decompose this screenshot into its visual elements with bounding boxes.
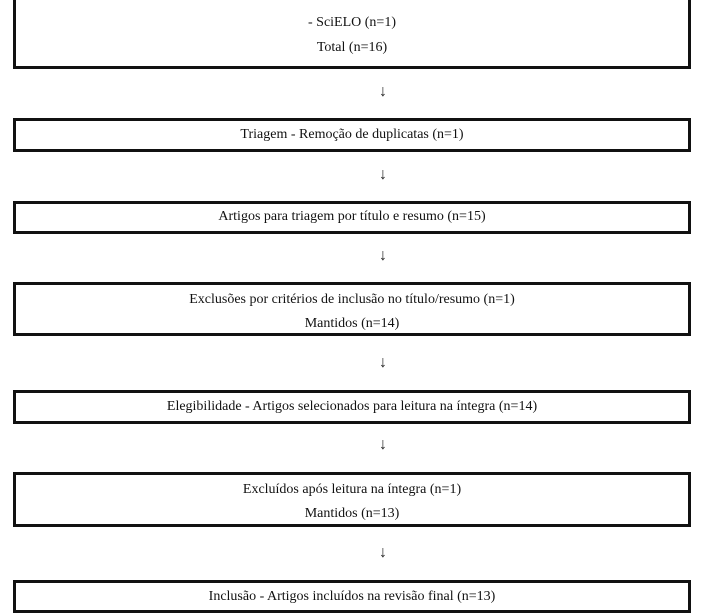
eligibility-box xyxy=(13,390,691,424)
scielo-count: - SciELO (n=1) xyxy=(308,15,396,30)
screening-box xyxy=(13,201,691,234)
identification-box xyxy=(13,0,691,69)
duplicates-removal-text: Triagem - Remoção de duplicatas (n=1) xyxy=(240,127,464,142)
down-arrow-icon: ↓ xyxy=(379,436,387,453)
down-arrow-icon: ↓ xyxy=(379,544,387,561)
full-text-exclusion-text: Excluídos após leitura na íntegra (n=1) xyxy=(242,482,462,497)
exclusion-text: Exclusões por critérios de inclusão no título/resumo (n=1) xyxy=(189,292,515,307)
down-arrow-icon: ↓ xyxy=(379,166,387,183)
down-arrow-icon: ↓ xyxy=(379,354,387,371)
kept-count: Mantidos (n=14) xyxy=(304,316,400,331)
down-arrow-icon: ↓ xyxy=(379,247,387,264)
down-arrow-icon: ↓ xyxy=(379,83,387,100)
screening-text: Artigos para triagem por título e resumo (n=15) xyxy=(218,209,486,224)
eligibility-text: Elegibilidade - Artigos selecionados para leitura na íntegra (n=14) xyxy=(166,399,538,414)
duplicates-removal-box xyxy=(13,118,691,152)
total-count: Total (n=16) xyxy=(316,40,388,55)
kept-count: Mantidos (n=13) xyxy=(304,506,400,521)
inclusion-text: Inclusão - Artigos incluídos na revisão final (n=13) xyxy=(208,589,496,604)
full-text-exclusion-box xyxy=(13,472,691,527)
title-abstract-exclusion-box xyxy=(13,282,691,336)
inclusion-box xyxy=(13,580,691,613)
